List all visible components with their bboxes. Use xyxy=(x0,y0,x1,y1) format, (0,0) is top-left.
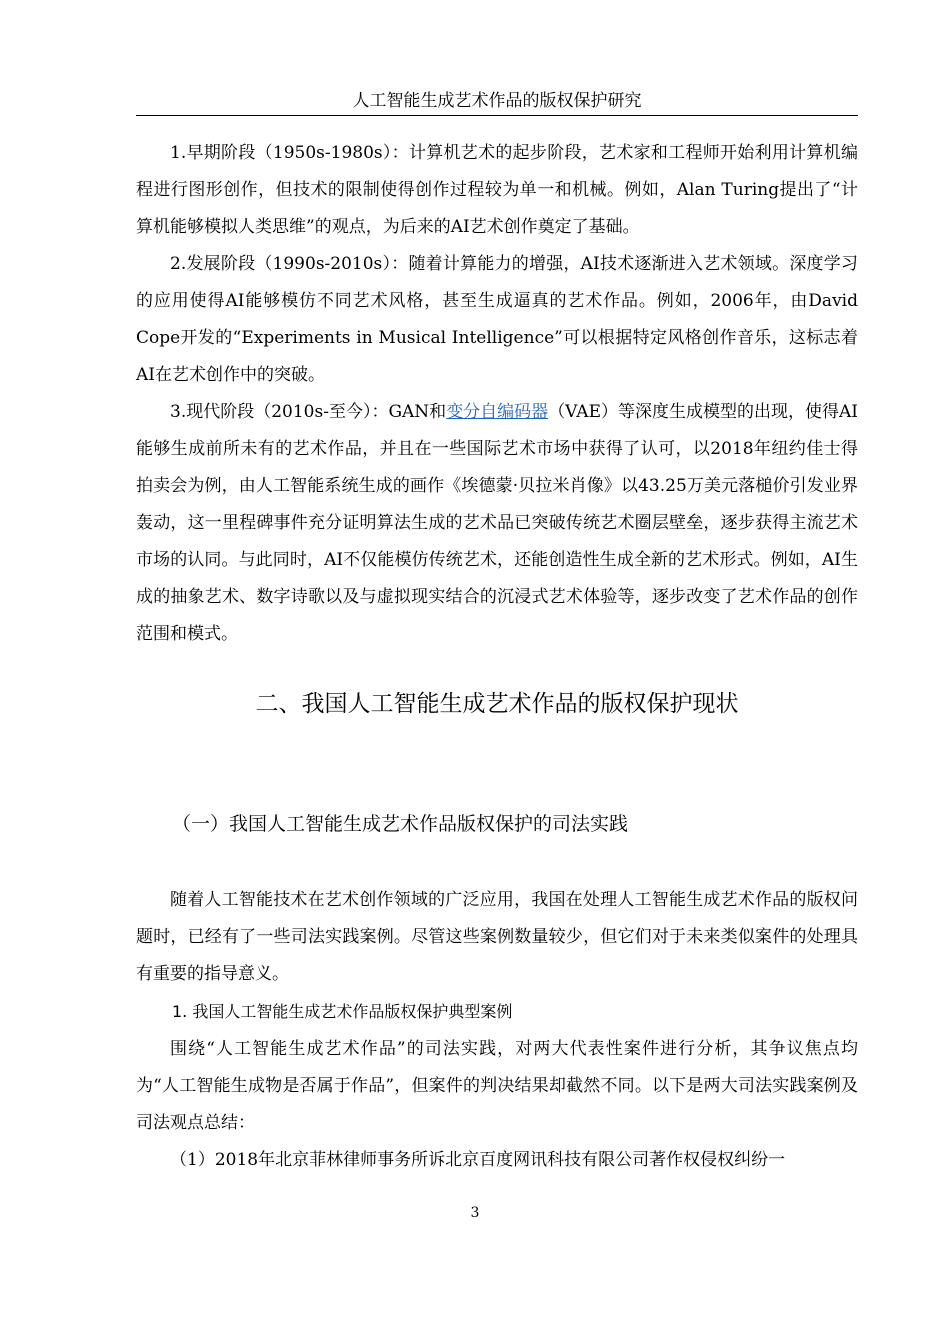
modern-stage-rest: （VAE）等深度生成模型的出现，使得AI能够生成前所未有的艺术作品，并且在一些国际艺术市场中获得了认可，以2018年纽约佳士得拍卖会为例，由人工智能系统生成的画作《埃德蒙·贝拉米肖像》以43.25万美元落槌价引发业界轰动，这一里程碑事件充分证明算法生成的艺术品已突破传统艺术圈层壁垒，逐步获得主流艺术市场的认同。与此同时，AI不仅能模仿传统艺术，还能创造性生成全新的艺术形式。例如，AI生成的抽象艺术、数字诗歌以及与虚拟现实结合的沉浸式艺术体验等，逐步改变了艺术作品的创作范围和模式。 xyxy=(136,402,858,644)
paragraph-development-stage: 2.发展阶段（1990s-2010s）：随着计算能力的增强，AI技术逐渐进入艺术领域。深度学习的应用使得AI能够模仿不同艺术风格，甚至生成逼真的艺术作品。例如，2006年，由David Cope开发的“Experiments in Musical Intelligence”可以根据特定风格创作音乐，这标志着AI在艺术创作中的突破。 xyxy=(136,254,858,385)
paragraph-case-one: （1）2018年北京菲林律师事务所诉北京百度网讯科技有限公司著作权侵权纠纷一 xyxy=(170,1150,786,1170)
section-heading: （一）我国人工智能生成艺术作品版权保护的司法实践 xyxy=(172,813,629,835)
paragraph-case-analysis: 围绕“人工智能生成艺术作品”的司法实践，对两大代表性案件进行分析，其争议焦点均为“人工智能生成物是否属于作品”，但案件的判决结果却截然不同。以下是两大司法实践案例及司法观点总结： xyxy=(136,1039,858,1133)
paragraph-judicial-practice: 随着人工智能技术在艺术创作领域的广泛应用，我国在处理人工智能生成艺术作品的版权问题时，已经有了一些司法实践案例。尽管这些案例数量较少，但它们对于未来类似案件的处理具有重要的指导意义。 xyxy=(136,890,858,984)
subsection-heading: 1. 我国人工智能生成艺术作品版权保护典型案例 xyxy=(172,1002,513,1021)
paragraph-early-stage: 1.早期阶段（1950s-1980s）：计算机艺术的起步阶段，艺术家和工程师开始利用计算机编程进行图形创作，但技术的限制使得创作过程较为单一和机械。例如，Alan Turing提出了“计算机能够模拟人类思维”的观点，为后来的AI艺术创作奠定了基础。 xyxy=(136,143,858,237)
running-header: 人工智能生成艺术作品的版权保护研究 xyxy=(352,91,642,111)
page-number: 3 xyxy=(470,1205,480,1221)
header-divider xyxy=(136,115,858,116)
chapter-heading: 二、我国人工智能生成艺术作品的版权保护现状 xyxy=(255,691,739,717)
modern-stage-intro: 3.现代阶段（2010s-至今）：GAN和 xyxy=(170,402,447,422)
vae-link[interactable]: 变分自编码器 xyxy=(446,402,549,422)
paragraph-modern-stage xyxy=(136,394,858,653)
page-body xyxy=(136,135,858,1179)
